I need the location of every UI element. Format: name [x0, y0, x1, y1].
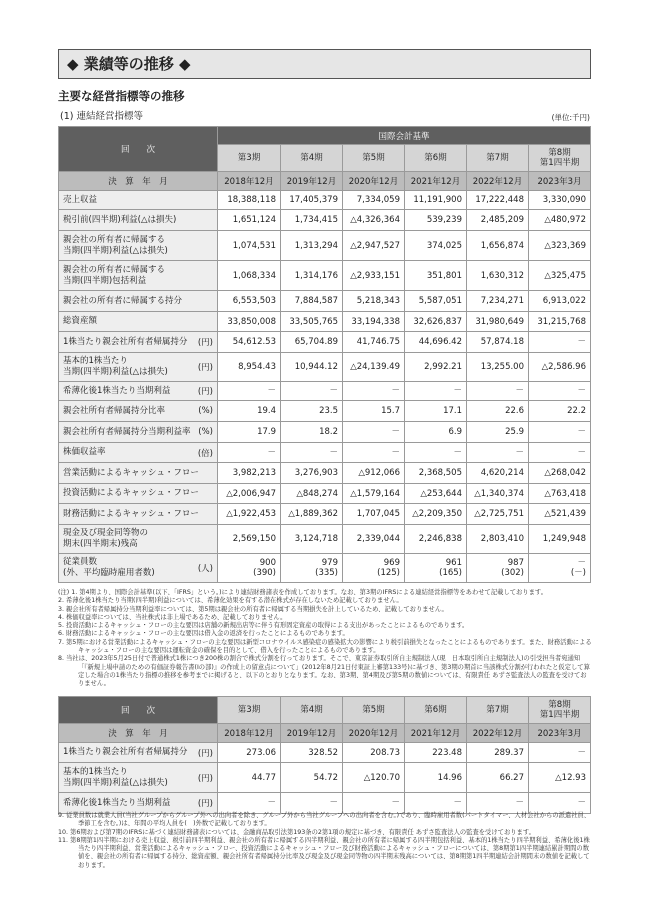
value-cell: － [529, 382, 591, 401]
value-cell: 57,874.18 [467, 332, 529, 353]
value-cell: － [281, 793, 343, 814]
note-item: 4. 株価収益率については、当社株式は非上場であるため、記載しておりません。 [58, 613, 287, 621]
row-label-wrap [63, 296, 213, 307]
row-label: 基本的1株当たり 当期(四半期)利益(△は損失) [63, 766, 168, 788]
consolidated-indicators-table [58, 126, 591, 583]
period-header: 第7期 [467, 697, 529, 724]
value-cell: △120.70 [343, 763, 405, 793]
table-row [59, 353, 591, 382]
value-cell: △2,947,527 [343, 231, 405, 261]
value-cell: 351,801 [405, 261, 467, 291]
value-cell: 31,215,768 [529, 312, 591, 332]
note-item: 5. 投資活動によるキャッシュ・フローの主な要因は店舗の新規出店等に伴う有形固定資産の取得による支出があったことによるものであります。 [58, 622, 469, 630]
row-label-wrap [63, 488, 213, 499]
date-header: 2023年3月 [529, 172, 591, 191]
value-cell: － [467, 382, 529, 401]
row-unit: (倍) [197, 448, 213, 459]
note-item: 10. 第6期および第7期のIFRSに基づく連結財務諸表については、金融商品取引法第193条の2第1項の規定に基づき、有限責任 あずさ監査法人の監査を受けております。 [58, 828, 535, 836]
period-header: 第3期 [218, 145, 281, 172]
value-cell: △2,586.96 [529, 353, 591, 382]
value-cell: △325,475 [529, 261, 591, 291]
value-cell: △763,418 [529, 484, 591, 504]
value-cell: △323,369 [529, 231, 591, 261]
table-row [59, 332, 591, 353]
row-label-wrap [63, 265, 213, 287]
value-cell: － [281, 382, 343, 401]
value-cell: 1,314,176 [281, 261, 343, 291]
note-item: 2. 希薄化後1株当たり当期(四半期)利益については、希薄化効果を有する潜在株式が存在しないため記載しておりません。 [58, 597, 403, 605]
value-cell: 54,612.53 [218, 332, 281, 353]
value-cell: － [405, 793, 467, 814]
row-label-cell [59, 210, 218, 231]
value-cell: 273.06 [218, 743, 281, 763]
value-cell: 44.77 [218, 763, 281, 793]
value-cell: 65,704.89 [281, 332, 343, 353]
value-cell: 2,246,838 [405, 525, 467, 554]
value-cell: 7,884,587 [281, 291, 343, 312]
value-cell: 4,620,214 [467, 463, 529, 484]
date-header: 2018年12月 [218, 724, 281, 743]
row-label: 営業活動によるキャッシュ・フロー [63, 467, 199, 478]
row-label: 希薄化後1株当たり当期利益 [63, 385, 171, 396]
row-label-cell [59, 793, 218, 814]
value-cell: － [405, 382, 467, 401]
value-cell: － [218, 793, 281, 814]
note-item: (注) 1. 第4期より、国際会計基準(以下、「IFRS」という。)により連結財務諸表を作成しております。なお、第3期のIFRSによる連結経営指標等をあわせて記載しております。 [58, 589, 548, 596]
value-cell: 31,980,649 [467, 312, 529, 332]
row-label: 従業員数 (外、平均臨時雇用者数) [63, 557, 155, 578]
subsubtitle: (1) 連結経営指標等 [60, 111, 143, 122]
row-unit: (円) [197, 387, 213, 397]
value-cell: － [343, 422, 405, 443]
row-label: 税引前(四半期)利益(△は損失) [63, 214, 177, 225]
value-cell: 33,505,765 [281, 312, 343, 332]
value-cell: 1,734,415 [281, 210, 343, 231]
table-row [59, 231, 591, 261]
row-unit: (円) [197, 773, 213, 784]
value-cell: △2,933,151 [343, 261, 405, 291]
period-header: 第8期 第1四半期 [529, 145, 591, 172]
row-label-cell [59, 312, 218, 332]
value-cell: 3,330,090 [529, 191, 591, 210]
value-cell: － [467, 443, 529, 463]
unit-label: (単位:千円) [551, 113, 590, 122]
value-cell: △1,579,164 [343, 484, 405, 504]
table-row [59, 793, 591, 814]
value-cell: 14.96 [405, 763, 467, 793]
table-row [59, 463, 591, 484]
table-row [59, 291, 591, 312]
value-cell: 1,656,874 [467, 231, 529, 261]
value-cell: 979 (335) [281, 554, 343, 583]
value-cell: 987 (302) [467, 554, 529, 583]
note-item: 7. 第5期における営業活動によるキャッシュ・フローの主な要因は新型コロナウイルス感染症の感染拡大の影響により税引前損失となったことによるものであります。また、財務活動によるキャッシュ・フローの主な要因は運転資金の確保を目的として、借入を行ったことによるものであります。 [58, 638, 592, 655]
value-cell: 1,651,124 [218, 210, 281, 231]
row-label-wrap [63, 747, 213, 759]
row-label-wrap [63, 195, 213, 206]
value-cell: 1,249,948 [529, 525, 591, 554]
row-label-cell [59, 353, 218, 382]
period-header: 第5期 [343, 145, 405, 172]
table-row [59, 504, 591, 525]
row-label: 現金及び現金同等物の 期末(四半期末)残高 [63, 528, 149, 549]
row-label: 財務活動によるキャッシュ・フロー [63, 508, 199, 519]
row-label-cell [59, 231, 218, 261]
value-cell: 11,191,900 [405, 191, 467, 210]
value-cell: － [405, 443, 467, 463]
row-label: 親会社の所有者に帰属する持分 [63, 295, 183, 306]
row-label: 親会社の所有者に帰属する 当期(四半期)包括利益 [63, 264, 166, 286]
note-item: 6. 財務活動によるキャッシュ・フローの主な要因は借入金の返済を行ったことによるものであります。 [58, 630, 349, 638]
row-label: 総資産額 [63, 316, 98, 326]
value-cell: 5,218,343 [343, 291, 405, 312]
table-row [59, 382, 591, 401]
row-label-wrap [63, 215, 213, 226]
row-label-cell [59, 443, 218, 463]
kubun-header: 回 次 [59, 127, 218, 172]
value-cell: △24,139.49 [343, 353, 405, 382]
period-header: 第5期 [343, 697, 405, 724]
period-header: 第7期 [467, 145, 529, 172]
table-row [59, 554, 591, 583]
value-cell: 2,992.21 [405, 353, 467, 382]
value-cell: 22.6 [467, 401, 529, 422]
value-cell: 18,388,118 [218, 191, 281, 210]
value-cell: 2,803,410 [467, 525, 529, 554]
value-cell: 5,587,051 [405, 291, 467, 312]
row-unit: (%) [198, 406, 213, 416]
date-header: 2020年12月 [343, 724, 405, 743]
date-header: 2019年12月 [281, 724, 343, 743]
value-cell: 66.27 [467, 763, 529, 793]
value-cell: 223.48 [405, 743, 467, 763]
value-cell: 18.2 [281, 422, 343, 443]
value-cell: － [218, 382, 281, 401]
value-cell: △480,972 [529, 210, 591, 231]
row-label: 1株当たり親会社所有者帰属持分 [63, 336, 188, 347]
value-cell: 1,707,045 [343, 504, 405, 525]
value-cell: △848,274 [281, 484, 343, 504]
value-cell: 13,255.00 [467, 353, 529, 382]
notes-section-2 [58, 812, 592, 870]
row-label-wrap [63, 406, 213, 417]
row-label-wrap [63, 385, 213, 397]
value-cell: △2,725,751 [467, 504, 529, 525]
value-cell: △268,042 [529, 463, 591, 484]
value-cell: 900 (390) [218, 554, 281, 583]
group-header: 国際会計基準 [218, 127, 591, 145]
date-header: 2021年12月 [405, 172, 467, 191]
row-label-cell [59, 743, 218, 763]
value-cell: 6,913,022 [529, 291, 591, 312]
row-label-wrap [63, 767, 213, 789]
table-row [59, 191, 591, 210]
row-label-wrap [63, 235, 213, 257]
row-unit: (円) [197, 748, 213, 759]
row-label-wrap [63, 557, 213, 579]
value-cell: △1,889,362 [281, 504, 343, 525]
value-cell: △4,326,364 [343, 210, 405, 231]
date-header: 2019年12月 [281, 172, 343, 191]
section-heading: ◆ 業績等の推移 ◆ [58, 49, 591, 79]
value-cell: 32,626,837 [405, 312, 467, 332]
row-label: 1株当たり親会社所有者帰属持分 [63, 747, 188, 757]
value-cell: 22.2 [529, 401, 591, 422]
row-label-cell [59, 401, 218, 422]
value-cell: 19.4 [218, 401, 281, 422]
row-label-wrap [63, 509, 213, 520]
value-cell: 2,339,044 [343, 525, 405, 554]
period-header: 第4期 [281, 145, 343, 172]
row-label-wrap [63, 528, 213, 550]
value-cell: － [529, 743, 591, 763]
value-cell: 54.72 [281, 763, 343, 793]
date-header: 2018年12月 [218, 172, 281, 191]
value-cell: － [467, 793, 529, 814]
value-cell: － (－) [529, 554, 591, 583]
subtitle: 主要な経営指標等の推移 [58, 89, 185, 103]
value-cell: 6,553,503 [218, 291, 281, 312]
row-unit: (円) [197, 799, 213, 809]
row-label-cell [59, 463, 218, 484]
row-label-cell [59, 422, 218, 443]
table-row [59, 261, 591, 291]
value-cell: － [281, 443, 343, 463]
period-header: 第4期 [281, 697, 343, 724]
value-cell: 374,025 [405, 231, 467, 261]
value-cell: 1,313,294 [281, 231, 343, 261]
row-label: 希薄化後1株当たり当期利益 [63, 797, 171, 808]
value-cell: 10,944.12 [281, 353, 343, 382]
value-cell: 7,334,059 [343, 191, 405, 210]
value-cell: － [529, 443, 591, 463]
row-label-cell [59, 382, 218, 401]
value-cell: 289.37 [467, 743, 529, 763]
value-cell: 17.9 [218, 422, 281, 443]
table-row [59, 422, 591, 443]
value-cell: 328.52 [281, 743, 343, 763]
value-cell: △2,209,350 [405, 504, 467, 525]
row-label-cell [59, 261, 218, 291]
row-label: 親会社所有者帰属持分当期利益率 [63, 426, 191, 437]
date-header: 2022年12月 [467, 172, 529, 191]
header-row-group [59, 127, 591, 145]
value-cell: 44,696.42 [405, 332, 467, 353]
row-label-cell [59, 554, 218, 583]
header-row-dates [59, 724, 591, 743]
value-cell: 6.9 [405, 422, 467, 443]
row-label-cell [59, 332, 218, 353]
value-cell: － [529, 422, 591, 443]
value-cell: － [529, 332, 591, 353]
row-label-wrap [63, 797, 213, 809]
table-row [59, 484, 591, 504]
value-cell: 17.1 [405, 401, 467, 422]
value-cell: 33,850,008 [218, 312, 281, 332]
row-label-wrap [63, 336, 213, 348]
period-header: 第6期 [405, 145, 467, 172]
period-header: 第6期 [405, 697, 467, 724]
value-cell: － [343, 443, 405, 463]
row-label-cell [59, 191, 218, 210]
note-item: 9. 従業員数は就業人員(当社グループからグループ外への出向者を除き、グループ外から当社グループへの出向者を含む。)であり、臨時雇用者数(パートタイマー、人材会社からの派遣社員、季節工を含む。)は、年間の平均人員を( )外数で記載しております。 [58, 812, 591, 828]
period-header: 第8期 第1四半期 [529, 697, 591, 724]
row-unit: (円) [197, 363, 213, 373]
value-cell: 23.5 [281, 401, 343, 422]
value-cell: 1,074,531 [218, 231, 281, 261]
kessan-header: 決 算 年 月 [59, 172, 218, 191]
note-item: 3. 親会社所有者帰属持分当期利益率については、第5期は親会社の所有者に帰属する当期損失を計上しているため、記載しておりません。 [58, 605, 448, 613]
period-header: 第3期 [218, 697, 281, 724]
row-label-wrap [63, 316, 213, 327]
value-cell: 969 (125) [343, 554, 405, 583]
kessan-header: 決 算 年 月 [59, 724, 218, 743]
table-row [59, 443, 591, 463]
value-cell: 961 (165) [405, 554, 467, 583]
row-label-cell [59, 763, 218, 793]
date-header: 2021年12月 [405, 724, 467, 743]
value-cell: △521,439 [529, 504, 591, 525]
value-cell: 7,234,271 [467, 291, 529, 312]
value-cell: △253,644 [405, 484, 467, 504]
row-label-wrap [63, 427, 213, 438]
row-label: 親会社の所有者に帰属する 当期(四半期)利益(△は損失) [63, 234, 168, 256]
row-label: 投資活動によるキャッシュ・フロー [63, 488, 199, 498]
value-cell: 17,405,379 [281, 191, 343, 210]
value-cell: 208.73 [343, 743, 405, 763]
row-label-cell [59, 504, 218, 525]
value-cell: 33,194,338 [343, 312, 405, 332]
value-cell: 2,368,505 [405, 463, 467, 484]
value-cell: 2,485,209 [467, 210, 529, 231]
value-cell: △1,340,374 [467, 484, 529, 504]
value-cell: △2,006,947 [218, 484, 281, 504]
value-cell: － [218, 443, 281, 463]
row-label-wrap [63, 468, 213, 479]
date-header: 2022年12月 [467, 724, 529, 743]
table-row [59, 743, 591, 763]
table-row [59, 763, 591, 793]
value-cell: 25.9 [467, 422, 529, 443]
row-label-wrap [63, 447, 213, 459]
row-label: 親会社所有者帰属持分比率 [63, 405, 166, 416]
value-cell: 41,746.75 [343, 332, 405, 353]
table-row [59, 312, 591, 332]
value-cell: 3,982,213 [218, 463, 281, 484]
row-label-cell [59, 484, 218, 504]
row-label-cell [59, 291, 218, 312]
notes-section-1 [58, 589, 592, 689]
value-cell: 8,954.43 [218, 353, 281, 382]
date-header: 2023年3月 [529, 724, 591, 743]
value-cell: 539,239 [405, 210, 467, 231]
per-share-reference-table [58, 696, 591, 814]
date-header: 2020年12月 [343, 172, 405, 191]
row-unit: (人) [197, 564, 213, 574]
value-cell: △1,922,453 [218, 504, 281, 525]
row-label-wrap [63, 356, 213, 378]
table-row [59, 210, 591, 231]
table-row [59, 401, 591, 422]
row-label-cell [59, 525, 218, 554]
value-cell: － [343, 793, 405, 814]
value-cell: 1,630,312 [467, 261, 529, 291]
row-label: 基本的1株当たり 当期(四半期)利益(△は損失) [63, 356, 168, 377]
table-row [59, 525, 591, 554]
note-item: 11. 第8期第1四半期における売上収益、税引前四半期利益、親会社の所有者に帰属する四半期利益、親会社の所有者に帰属する四半期包括利益、基本的1株当たり四半期利益、希薄化後1株当たり四半期利益、営業活動によるキャッシュ・フロー、投資活動によるキャッシュ・フロー及び財務活動によるキャッシュ・フローについては、第8期第1四半期連結累計期間の数値を、親会社の所有者に帰属する持分、総資産額、親会社所有者帰属持分比率及び現金及び現金同等物の四半期末残高については、第8期第1四半期連結会計期間末の数値を記載しております。 [58, 836, 590, 869]
note-item: 8. 当社は、2023年5月25日付で普通株式1株につき200株の割合で株式分割を行っております。そこで、東京証券取引所自主規制法人(現 日本取引所自主規制法人)の引受担当者宛通知「『新規上場申請のための有価証券報告書(Ⅰの部)』の作成上の留意点について」(2012年8月21日付東証上審第133号)に基づき、第3期の期首に当該株式分割が行われたと仮定して算定した場合の1株当たり指標の推移を参考までに掲げると、以下のとおりとなります。なお、第3期、第4期及び第5期の数値については、有限責任 あずさ監査法人の監査を受けておりません。 [58, 655, 590, 688]
value-cell: 17,222,448 [467, 191, 529, 210]
value-cell: △12.93 [529, 763, 591, 793]
value-cell: 3,276,903 [281, 463, 343, 484]
row-label: 売上収益 [63, 194, 98, 205]
value-cell: 3,124,718 [281, 525, 343, 554]
header-row-dates [59, 172, 591, 191]
row-unit: (%) [198, 427, 213, 437]
value-cell: － [343, 382, 405, 401]
kubun-header: 回 次 [59, 697, 218, 724]
value-cell: － [529, 793, 591, 814]
row-unit: (円) [197, 338, 213, 348]
value-cell: 15.7 [343, 401, 405, 422]
header-row-periods [59, 697, 591, 724]
value-cell: 2,569,150 [218, 525, 281, 554]
row-label: 株価収益率 [63, 447, 106, 457]
value-cell: 1,068,334 [218, 261, 281, 291]
value-cell: △912,066 [343, 463, 405, 484]
